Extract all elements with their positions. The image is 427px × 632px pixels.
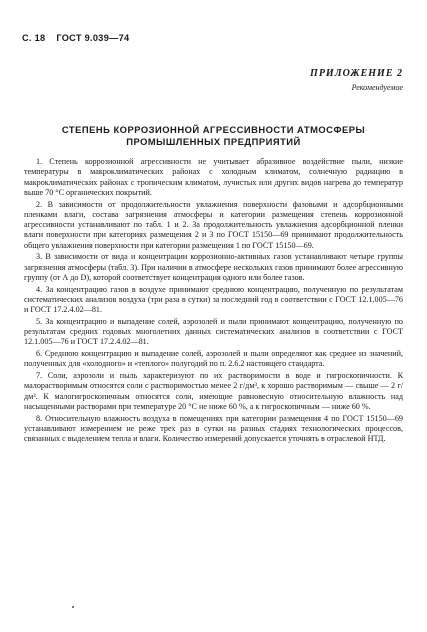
paragraph-3: 3. В зависимости от вида и концентрации коррозионно-активных газов устанавливают четыре группы загрязнения атмосферы (табл. 3). При наличии в атмосфере нескольких газов принимают более агрессивную группу (от А до D), которой соответствует концентрация одного или более газов. (24, 252, 403, 282)
paragraph-2: 2. В зависимости от продолжительности увлажнения поверхности фазовыми и адсорбционными пленками влаги, состава загрязнения атмосферы и категории размещения степень коррозионной агрессивности устанавливают по табл. 1 и 2. За продолжительность увлажнения адсорбционной пленки влаги поверхности при категориях размещения 2 и 3 по ГОСТ 15150—69 принимают продолжительность общего увлажнения поверхности при категории размещения 1 по ГОСТ 15150—69. (24, 199, 403, 250)
body-text (24, 157, 403, 444)
section-title-line-1: СТЕПЕНЬ КОРРОЗИОННОЙ АГРЕССИВНОСТИ АТМОСФЕРЫ (61, 124, 366, 135)
paragraph-6: 6. Среднюю концентрацию и выпадение солей, аэрозолей и пыли определяют как среднее из значений, полученных для «холодного» и «теплого» полугодий по п. 2.6.2 настоящего стандарта. (24, 349, 403, 369)
paragraph-5: 5. За концентрацию и выпадение солей, аэрозолей и пыли принимают концентрацию, полученную по результатам средних годовых многолетних данных систематических анализов в соответствии с ГОСТ 12.1.005—76 и ГОСТ 17.2.4.02—81. (24, 316, 403, 347)
section-title (22, 124, 405, 148)
paragraph-7: 7. Соли, аэрозоли и пыль характеризуют по их растворимости в воде и гигроскопичности. К малорастворимым относятся соли с растворимостью менее 2 г/дм³, к хорошо растворимым — свыше — 2 г/дм³. К малогигроскопичным относятся соли, имеющие равновесную относительную влажность над насыщенными растворами при температуре 20 °С не ниже 60 %, а к гигроскопичным — ниже 60 %. (24, 371, 403, 411)
appendix-status: Рекомендуемое (351, 83, 403, 92)
paragraph-1: 1. Степень коррозионной агрессивности не учитывает абразивное воздействие пыли, низкие температуры в макроклиматических районах с холодным климатом, солнечную радиацию в макроклиматических районах с тропическим климатом, лучистых или других видов нагрева до температур выше 70 °С органических покрытий. (24, 157, 403, 197)
appendix-label (310, 68, 403, 92)
appendix-title: ПРИЛОЖЕНИЕ 2 (310, 68, 403, 79)
section-title-line-2: ПРОМЫШЛЕННЫХ ПРЕДПРИЯТИЙ (126, 136, 301, 147)
page-header (22, 33, 137, 43)
print-speck (72, 606, 74, 608)
page-number: С. 18 (22, 33, 46, 43)
standard-code: ГОСТ 9.039—74 (56, 33, 130, 43)
paragraph-8: 8. Относительную влажность воздуха в помещениях при категории размещения 4 по ГОСТ 15150—69 устанавливают измерением не реже трех раз в сутки на разных стадиях технологических процессов, связанных с выделением тепла и влаги. Количество измерений допускается уточнять в отраслевой НТД. (24, 413, 403, 443)
paragraph-4: 4. За концентрацию газов в воздухе принимают среднюю концентрацию, полученную по результатам систематических анализов воздуха (три раза в сутки) за последний год в соответствии с ГОСТ 12.1.005—76 и ГОСТ 17.2.4.02—81. (24, 284, 403, 314)
